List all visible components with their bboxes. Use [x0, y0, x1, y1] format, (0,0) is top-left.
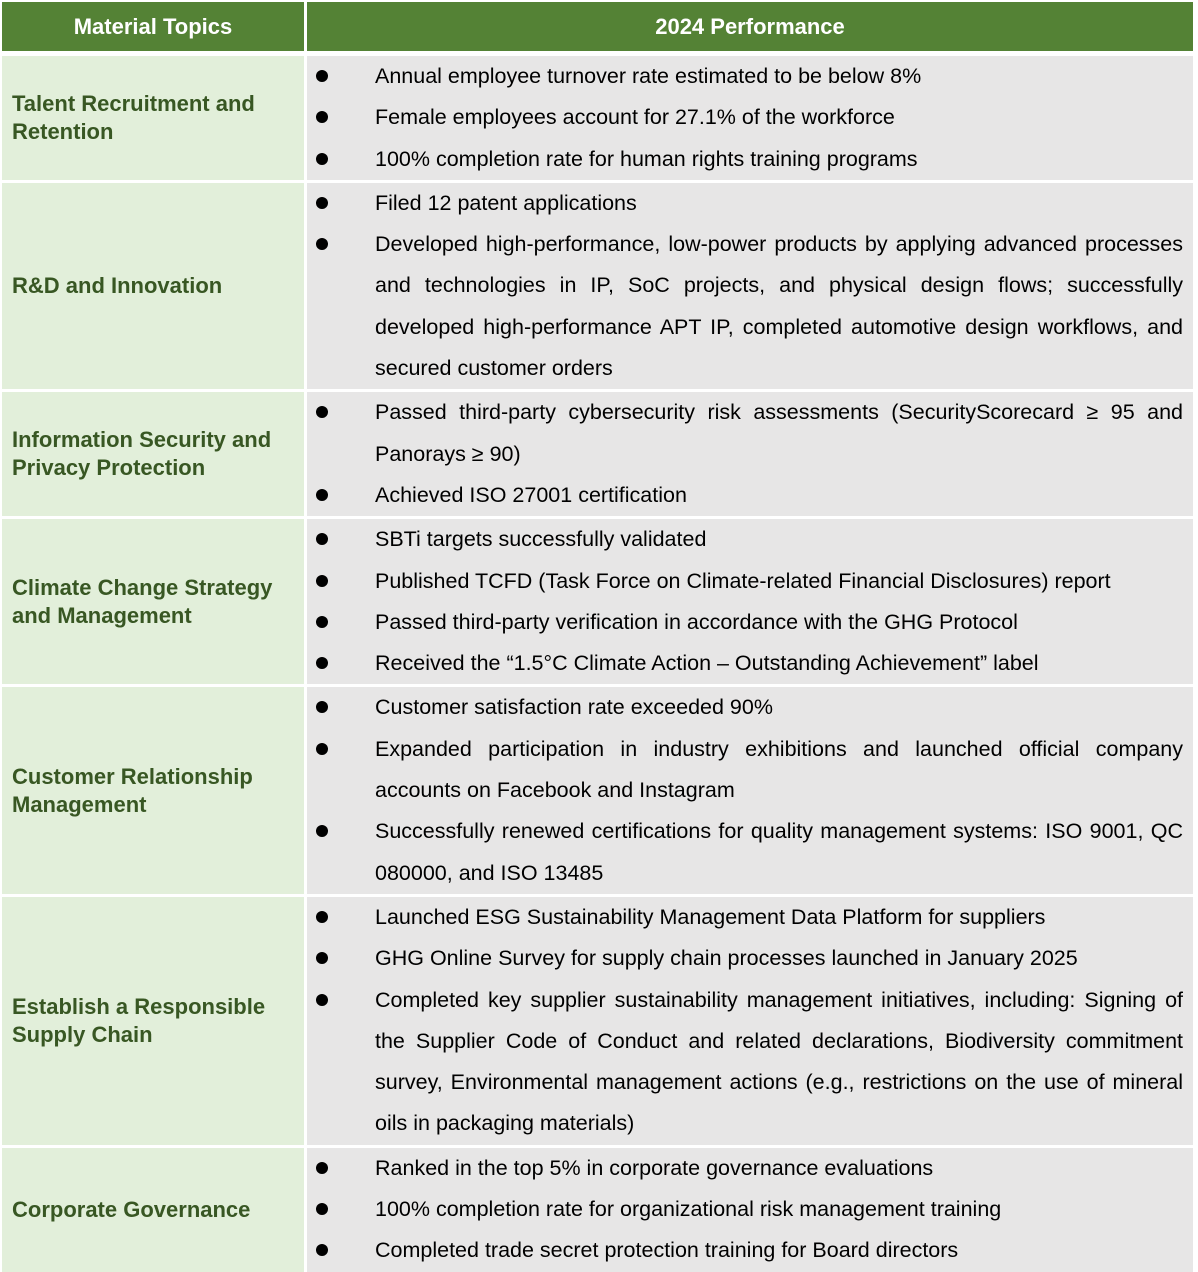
list-item-text: Successfully renewed certifications for quality management systems: ISO 9001, QC 080000, and ISO 13485 — [375, 819, 1183, 885]
list-item-text: 100% completion rate for organizational risk management training — [375, 1197, 1002, 1222]
list-item-text: Passed third-party cybersecurity risk assessments (SecurityScorecard ≥ 95 and Panorays ≥ 90) — [375, 400, 1183, 466]
list-item — [307, 139, 1183, 180]
performance-list — [307, 392, 1183, 516]
list-item-text: Customer satisfaction rate exceeded 90% — [375, 695, 773, 720]
list-item-text: Received the “1.5°C Climate Action – Outstanding Achievement” label — [375, 651, 1039, 676]
performance-cell — [307, 897, 1193, 1148]
table-row — [2, 183, 1193, 392]
topic-cell: Talent Recruitment and Retention — [2, 56, 307, 183]
list-item-text: Achieved ISO 27001 certification — [375, 482, 687, 507]
list-item — [307, 643, 1183, 684]
list-item-text: Annual employee turnover rate estimated to be below 8% — [375, 64, 922, 88]
bullet-icon — [316, 616, 328, 628]
list-item — [307, 602, 1183, 643]
list-item — [307, 938, 1183, 979]
list-item-text: Completed key supplier sustainability management initiatives, including: Signing of the Supplier Code of Conduct and related declarations, Biodiversity commitment survey, Environmental management actions (e.g., restrictions on the use of mineral oils in packaging materials) — [375, 987, 1183, 1136]
performance-list — [307, 687, 1183, 893]
topic-cell: R&D and Innovation — [2, 183, 307, 392]
bullet-icon — [316, 575, 328, 587]
list-item-text: Developed high-performance, low-power products by applying advanced processes and technologies in IP, SoC projects, and physical design flows; successfully developed high-performance APT IP, completed automotive design workflows, and secured customer orders — [375, 232, 1183, 381]
bullet-icon — [316, 489, 328, 501]
list-item-text: Filed 12 patent applications — [375, 190, 637, 215]
list-item-text: Published TCFD (Task Force on Climate-related Financial Disclosures) report — [375, 568, 1111, 593]
bullet-icon — [316, 70, 328, 82]
table-header-row — [2, 2, 1193, 56]
topic-cell: Climate Change Strategy and Management — [2, 519, 307, 687]
list-item-text: GHG Online Survey for supply chain processes launched in January 2025 — [375, 946, 1078, 971]
topic-cell: Corporate Governance — [2, 1148, 307, 1272]
bullet-icon — [316, 825, 328, 837]
performance-list — [307, 897, 1183, 1145]
bullet-icon — [316, 1244, 328, 1256]
bullet-icon — [316, 533, 328, 545]
performance-cell — [307, 392, 1193, 519]
list-item — [307, 56, 1183, 97]
list-item — [307, 980, 1183, 1145]
topic-cell: Customer Relationship Management — [2, 687, 307, 896]
list-item — [307, 1148, 1183, 1189]
bullet-icon — [316, 1162, 328, 1174]
list-item-text: Launched ESG Sustainability Management Data Platform for suppliers — [375, 904, 1046, 929]
list-item — [307, 97, 1183, 138]
topic-cell: Establish a Responsible Supply Chain — [2, 897, 307, 1148]
performance-list — [307, 183, 1183, 389]
list-item — [307, 183, 1183, 224]
table-row — [2, 392, 1193, 519]
material-topics-table — [2, 2, 1193, 1272]
list-item — [307, 224, 1183, 389]
table-row — [2, 1148, 1193, 1272]
header-material-topics: Material Topics — [2, 2, 307, 56]
list-item-text: Completed trade secret protection training for Board directors — [375, 1238, 959, 1263]
bullet-icon — [316, 111, 328, 123]
list-item — [307, 729, 1183, 812]
table-row — [2, 687, 1193, 896]
topic-cell: Information Security and Privacy Protection — [2, 392, 307, 519]
table-row — [2, 519, 1193, 687]
performance-cell — [307, 183, 1193, 392]
bullet-icon — [316, 197, 328, 209]
bullet-icon — [316, 952, 328, 964]
performance-cell — [307, 56, 1193, 183]
performance-cell — [307, 519, 1193, 687]
bullet-icon — [316, 1203, 328, 1215]
table-row — [2, 56, 1193, 183]
bullet-icon — [316, 994, 328, 1006]
list-item — [307, 561, 1183, 602]
list-item — [307, 897, 1183, 938]
list-item — [307, 392, 1183, 475]
bullet-icon — [316, 153, 328, 165]
bullet-icon — [316, 911, 328, 923]
list-item — [307, 519, 1183, 560]
performance-list — [307, 519, 1183, 684]
bullet-icon — [316, 657, 328, 669]
list-item-text: 100% completion rate for human rights training programs — [375, 146, 918, 171]
header-2024-performance: 2024 Performance — [307, 2, 1193, 56]
list-item — [307, 475, 1183, 516]
list-item — [307, 1230, 1183, 1271]
list-item-text: Expanded participation in industry exhibitions and launched official company accounts on Facebook and Instagram — [375, 736, 1183, 803]
performance-list — [307, 56, 1183, 180]
bullet-icon — [316, 238, 328, 250]
bullet-icon — [316, 743, 328, 755]
list-item-text: SBTi targets successfully validated — [375, 527, 707, 552]
table-row — [2, 897, 1193, 1148]
list-item-text: Ranked in the top 5% in corporate governance evaluations — [375, 1155, 934, 1180]
performance-list — [307, 1148, 1183, 1272]
list-item-text: Female employees account for 27.1% of the workforce — [375, 105, 895, 130]
bullet-icon — [316, 701, 328, 713]
list-item — [307, 811, 1183, 894]
list-item — [307, 687, 1183, 728]
performance-cell — [307, 1148, 1193, 1272]
list-item — [307, 1189, 1183, 1230]
list-item-text: Passed third-party verification in accordance with the GHG Protocol — [375, 609, 1018, 634]
performance-cell — [307, 687, 1193, 896]
bullet-icon — [316, 406, 328, 418]
